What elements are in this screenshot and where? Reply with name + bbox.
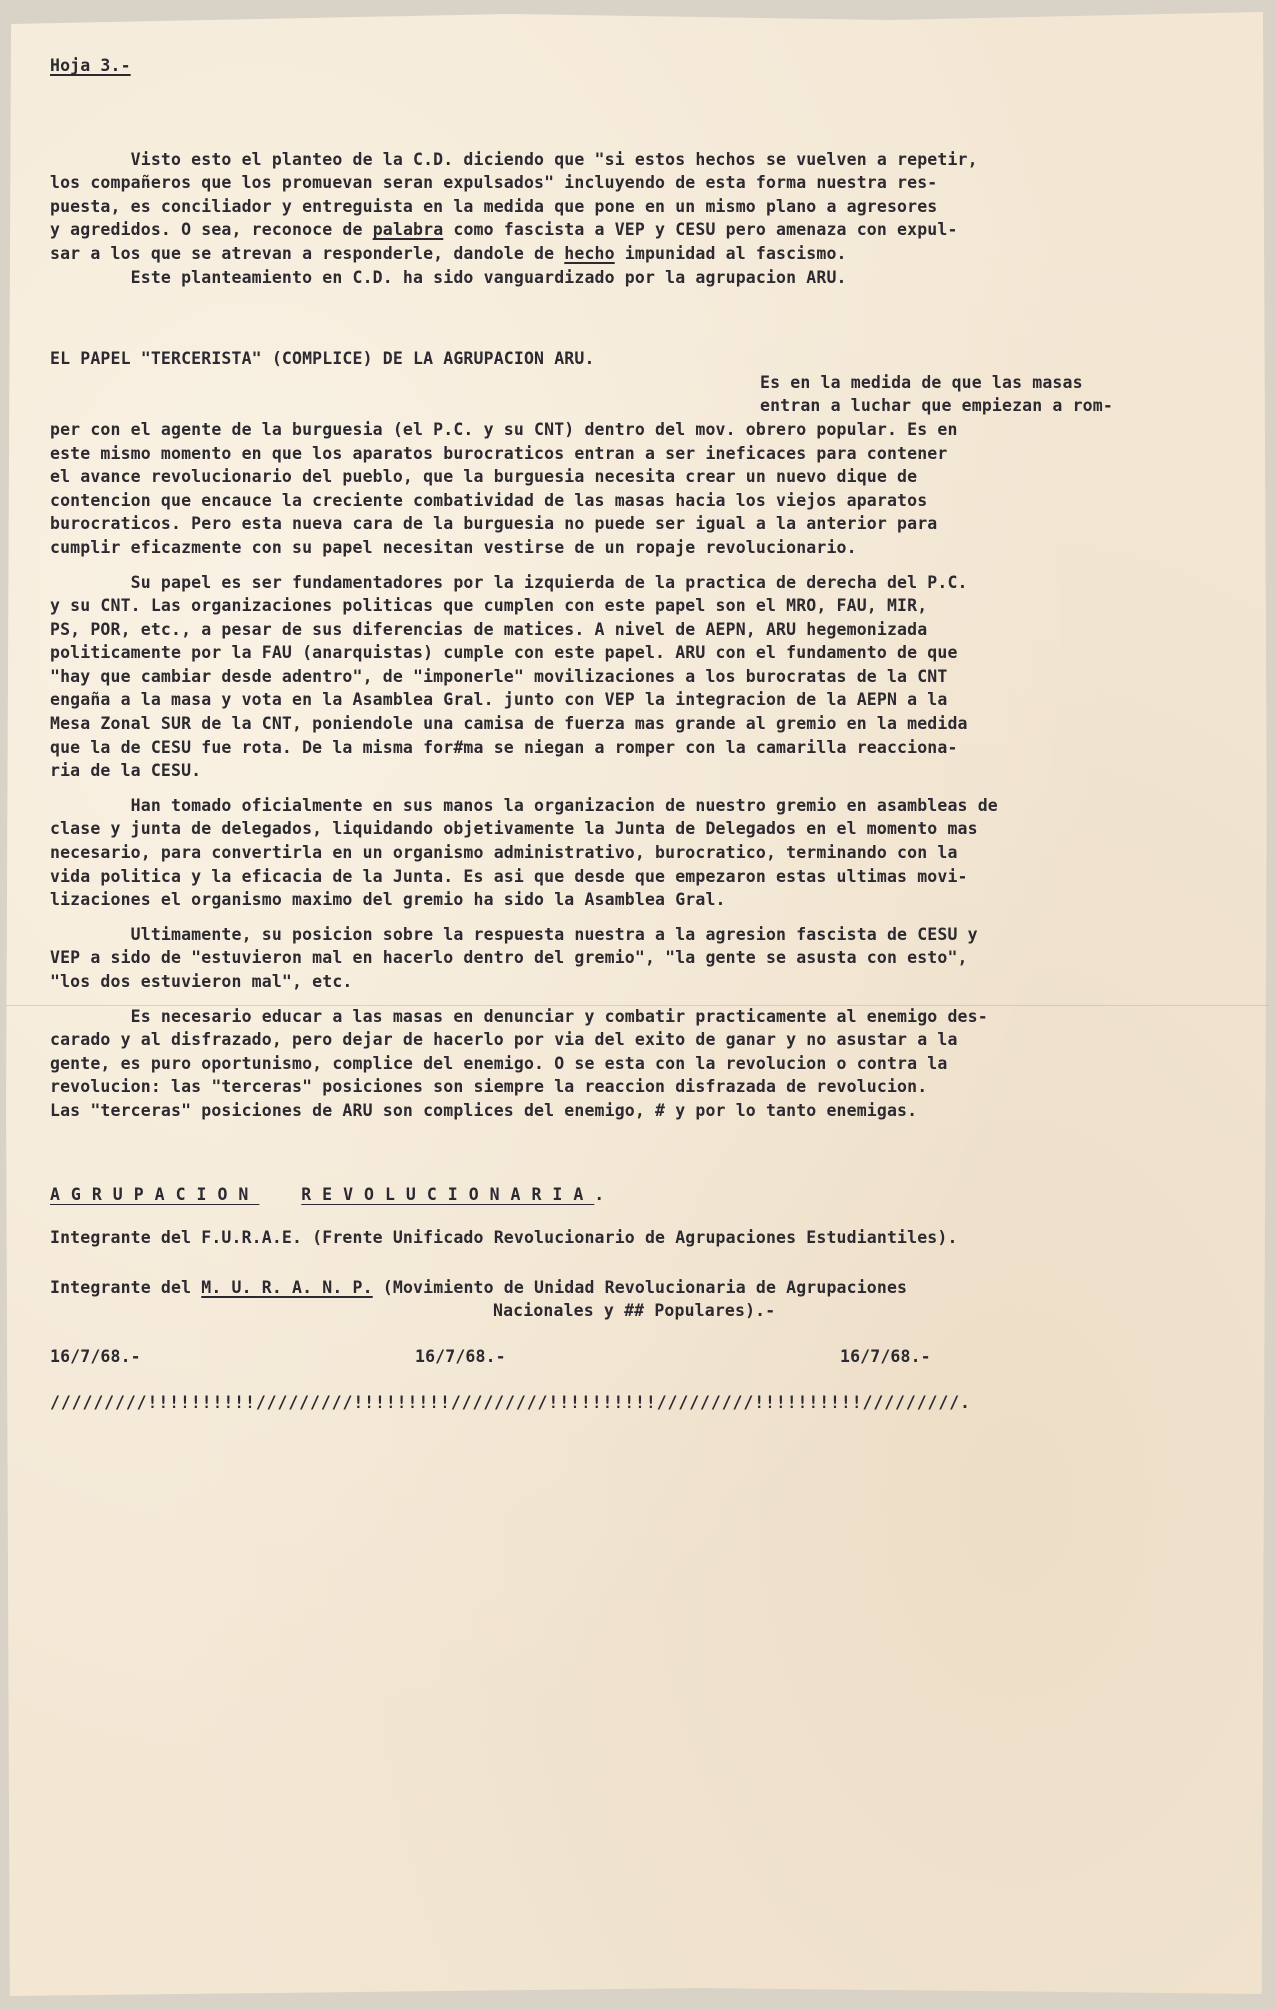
footer-rule: /////////!!!!!!!!!!/////////!!!!!!!!!/////////!!!!!!!!!!/////////!!!!!!!!!!/////////. bbox=[50, 1392, 971, 1412]
underlined-word-hecho: hecho bbox=[564, 243, 615, 263]
muranp-line: Integrante del M. U. R. A. N. P. (Movimiento de Unidad Revolucionaria de Agrupaciones bbox=[50, 1277, 908, 1297]
section-title: EL PAPEL "TERCERISTA" (COMPLICE) DE LA AGRUPACION ARU. bbox=[50, 349, 595, 369]
paragraph-3: Han tomado oficialmente en sus manos la organizacion de nuestro gremio en asambleas de clase y junta de delegados, liquidando objetivamente la Junta de Delegados en el momento mas necesario, para convertirla en un organismo administrativo, burocratico, terminando con la vida politica y la eficacia de la Junta. Es asi que desde que empezaron estas ultimas movi- lizaciones el organismo maximo del gremio ha sido la Asamblea Gral. bbox=[50, 795, 998, 910]
paragraph-4: Ultimamente, su posicion sobre la respuesta nuestra a la agresion fascista de CESU y VEP a sido de "estuvieron mal en hacerlo dentro del gremio", "la gente se asusta con esto", "los dos estuvieron mal", etc. bbox=[50, 924, 978, 991]
underlined-word-palabra: palabra bbox=[372, 220, 444, 240]
signature-title: AGRUPACION REVOLUCIONARIA. bbox=[50, 1184, 616, 1204]
date-center: 16/7/68.- bbox=[415, 1346, 506, 1366]
muranp-acronym: M. U. R. A. N. P. bbox=[201, 1277, 373, 1297]
date-right: 16/7/68.- bbox=[840, 1346, 931, 1366]
muranp-line-continued: Nacionales y ## Populares).- bbox=[493, 1301, 776, 1321]
furae-line: Integrante del F.U.R.A.E. (Frente Unificado Revolucionario de Agrupaciones Estudiantiles). bbox=[50, 1228, 958, 1248]
paragraph-1: Es en la medida de que las masas entran a luchar que empiezan a rom- per con el agente de la burguesia (el P.C. y su CNT) dentro del mov. obrero popular. Es en este mismo momento en que los aparatos burocraticos entran a ser ineficaces para contener el avance revolucionario del pueblo, que la burguesia necesita crear un nuevo dique de contencion que encauce la creciente combatividad de las masas hacia los viejos aparatos burocraticos. Pero esta nueva cara de la burguesia no puede ser igual a la anterior para cumplir eficazmente con su papel necesitan vestirse de un ropaje revolucionario. bbox=[50, 372, 1113, 557]
date-left: 16/7/68.- bbox=[50, 1346, 141, 1366]
paragraph-2: Su papel es ser fundamentadores por la izquierda de la practica de derecha del P.C. y su CNT. Las organizaciones politicas que cumplen con este papel son el MRO, FAU, MIR, PS, POR, etc., a pesar de sus diferencias de matices. A nivel de AEPN, ARU hegemonizada politicamente por la FAU (anarquistas) cumple con este papel. ARU con el fundamento de que "hay que cambiar desde adentro", de "imponerle" movilizaciones a los burocratas de la CNT engaña a la masa y vota en la Asamblea Gral. junto con VEP la integracion de la AEPN a la Mesa Zonal SUR de la CNT, poniendole una camisa de fuerza mas grande al gremio en la medida que la de CESU fue rota. De la misma for#ma se niegan a romper con la camarilla reacciona- ria de la CESU. bbox=[50, 572, 968, 781]
signature-word-revolucionaria: REVOLUCIONARIA bbox=[301, 1184, 595, 1204]
intro-paragraph: Visto esto el planteo de la C.D. diciendo que "si estos hechos se vuelven a repetir, los compañeros que los promuevan seran expulsados" incluyendo de esta forma nuestra res- puesta, es conciliador y entreguista en la medida que pone en un mismo plano a agresores y agredidos. O sea, reconoce de palabra como fascista a VEP y CESU pero amenaza con expul- sar a los que se atrevan a responderle, dandole de hecho impunidad al fascismo. Este planteamiento en C.D. ha sido vanguardizado por la agrupacion ARU. bbox=[50, 149, 978, 287]
sheet-label: Hoja 3.- bbox=[50, 56, 131, 75]
signature-word-agrupacion: AGRUPACION bbox=[50, 1184, 260, 1204]
paragraph-5: Es necesario educar a las masas en denunciar y combatir practicamente al enemigo des- carado y al disfrazado, pero dejar de hacerlo por via del exito de ganar y no asustar a la gente, es puro oportunismo, complice del enemigo. O se esta con la revolucion o contra la revolucion: las "terceras" posiciones son siempre la reaccion disfrazada de revolucion. Las "terceras" posiciones de ARU son complices del enemigo, # y por lo tanto enemigas. bbox=[50, 1006, 988, 1120]
document-body bbox=[50, 54, 1230, 1414]
date-row bbox=[50, 1345, 1230, 1369]
